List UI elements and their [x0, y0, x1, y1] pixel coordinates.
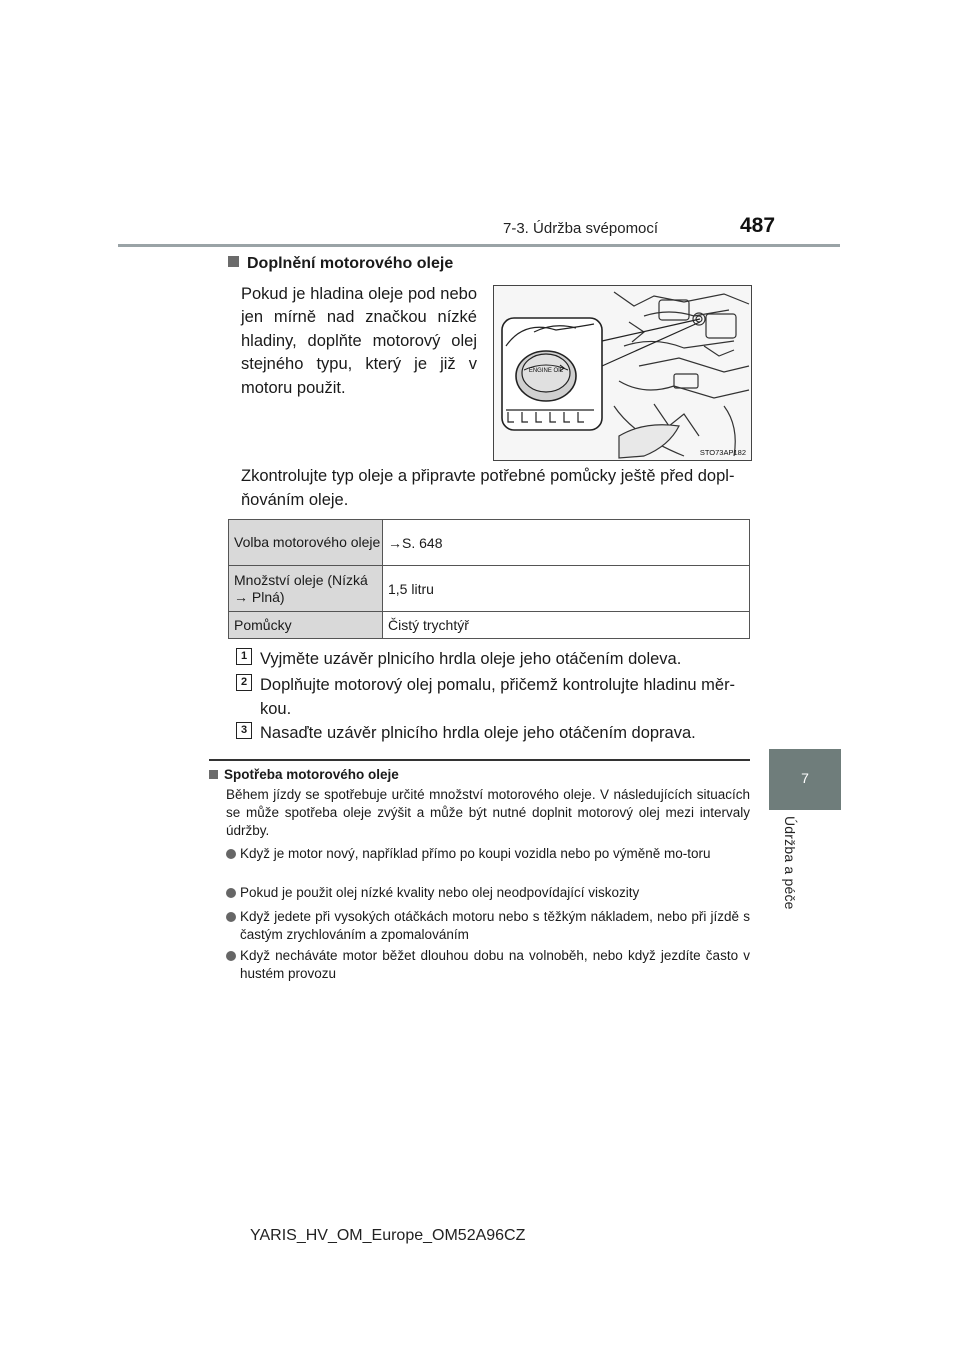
list-item-text: Pokud je použit olej nízké kvality nebo olej neodpovídající viskozity: [240, 885, 640, 900]
step-item: [236, 721, 752, 745]
step-text: Doplňujte motorový olej pomalu, přičemž kontrolujte hladinu měr-kou.: [260, 676, 736, 718]
step-number-badge: 2: [236, 674, 252, 691]
table-key-cell: Pomůcky: [229, 612, 383, 639]
document-code-footer: YARIS_HV_OM_Europe_OM52A96CZ: [250, 1227, 526, 1244]
table-value-cell: →S. 648: [383, 520, 750, 566]
table-value-cell: 1,5 litru: [383, 566, 750, 612]
section-heading: [228, 255, 453, 273]
table-key-cell: Množství oleje (Nízká → Plná): [229, 566, 383, 612]
oil-refill-table: [228, 519, 750, 639]
engine-bay-drawing: [494, 286, 751, 460]
list-item-text: Když jedete při vysokých otáčkách motoru nebo s těžkým nákladem, nebo při jízdě s častým zrychlováním a zpomalováním: [240, 909, 750, 942]
header-divider: [118, 244, 840, 247]
list-item: [226, 947, 750, 983]
page-number: 487: [740, 214, 776, 237]
list-item-text: Když je motor nový, například přímo po koupi vozidla nebo po výměně mo-toru: [240, 846, 711, 861]
round-bullet-icon: [226, 888, 236, 898]
step-number-badge: 1: [236, 648, 252, 665]
list-item: [226, 884, 750, 902]
note-heading: [209, 767, 399, 782]
step-text: Nasaďte uzávěr plnicího hrdla oleje jeho otáčením doprava.: [260, 724, 696, 742]
table-row: [229, 566, 750, 612]
note-paragraph: Během jízdy se spotřebuje určité množství motorového oleje. V následujících situacích se může spotřeba oleje zvýšit a může být nutné doplnit motorový olej mezi intervaly údržby.: [226, 787, 750, 838]
chapter-tab-number: 7: [801, 770, 809, 786]
round-bullet-icon: [226, 912, 236, 922]
running-header-section: 7-3. Údržba svépomocí: [503, 220, 659, 237]
list-item: [226, 845, 750, 881]
intro-paragraph: Pokud je hladina oleje pod nebo jen mírně nad značkou nízké hladiny, doplňte motorový olej stejného typu, který je již v motoru použit.: [241, 285, 477, 397]
figure-code: STO73AP182: [699, 448, 746, 457]
square-bullet-icon: [209, 770, 218, 779]
list-item: [226, 908, 750, 944]
section-heading-text: Doplnění motorového oleje: [247, 255, 454, 272]
note-divider: [209, 759, 750, 761]
table-row: [229, 520, 750, 566]
square-bullet-icon: [228, 256, 239, 267]
engine-oil-cap-illustration: [493, 285, 752, 461]
cap-label: ENGINE OIL: [528, 368, 564, 374]
round-bullet-icon: [226, 849, 236, 859]
table-row: [229, 612, 750, 639]
step-item: [236, 647, 752, 671]
check-paragraph: Zkontrolujte typ oleje a připravte potřebné pomůcky ještě před dopl-ňováním oleje.: [241, 467, 735, 509]
step-item: [236, 673, 752, 721]
table-value-cell: Čistý trychtýř: [383, 612, 750, 639]
round-bullet-icon: [226, 951, 236, 961]
step-number-badge: 3: [236, 722, 252, 739]
step-text: Vyjměte uzávěr plnicího hrdla oleje jeho otáčením doleva.: [260, 650, 682, 668]
chapter-tab-label: Údržba a péče: [782, 816, 798, 910]
table-key-cell: Volba motorového oleje: [229, 520, 383, 566]
note-heading-text: Spotřeba motorového oleje: [224, 767, 399, 782]
list-item-text: Když necháváte motor běžet dlouhou dobu na volnoběh, nebo když jezdíte často v hustém provozu: [240, 948, 750, 981]
